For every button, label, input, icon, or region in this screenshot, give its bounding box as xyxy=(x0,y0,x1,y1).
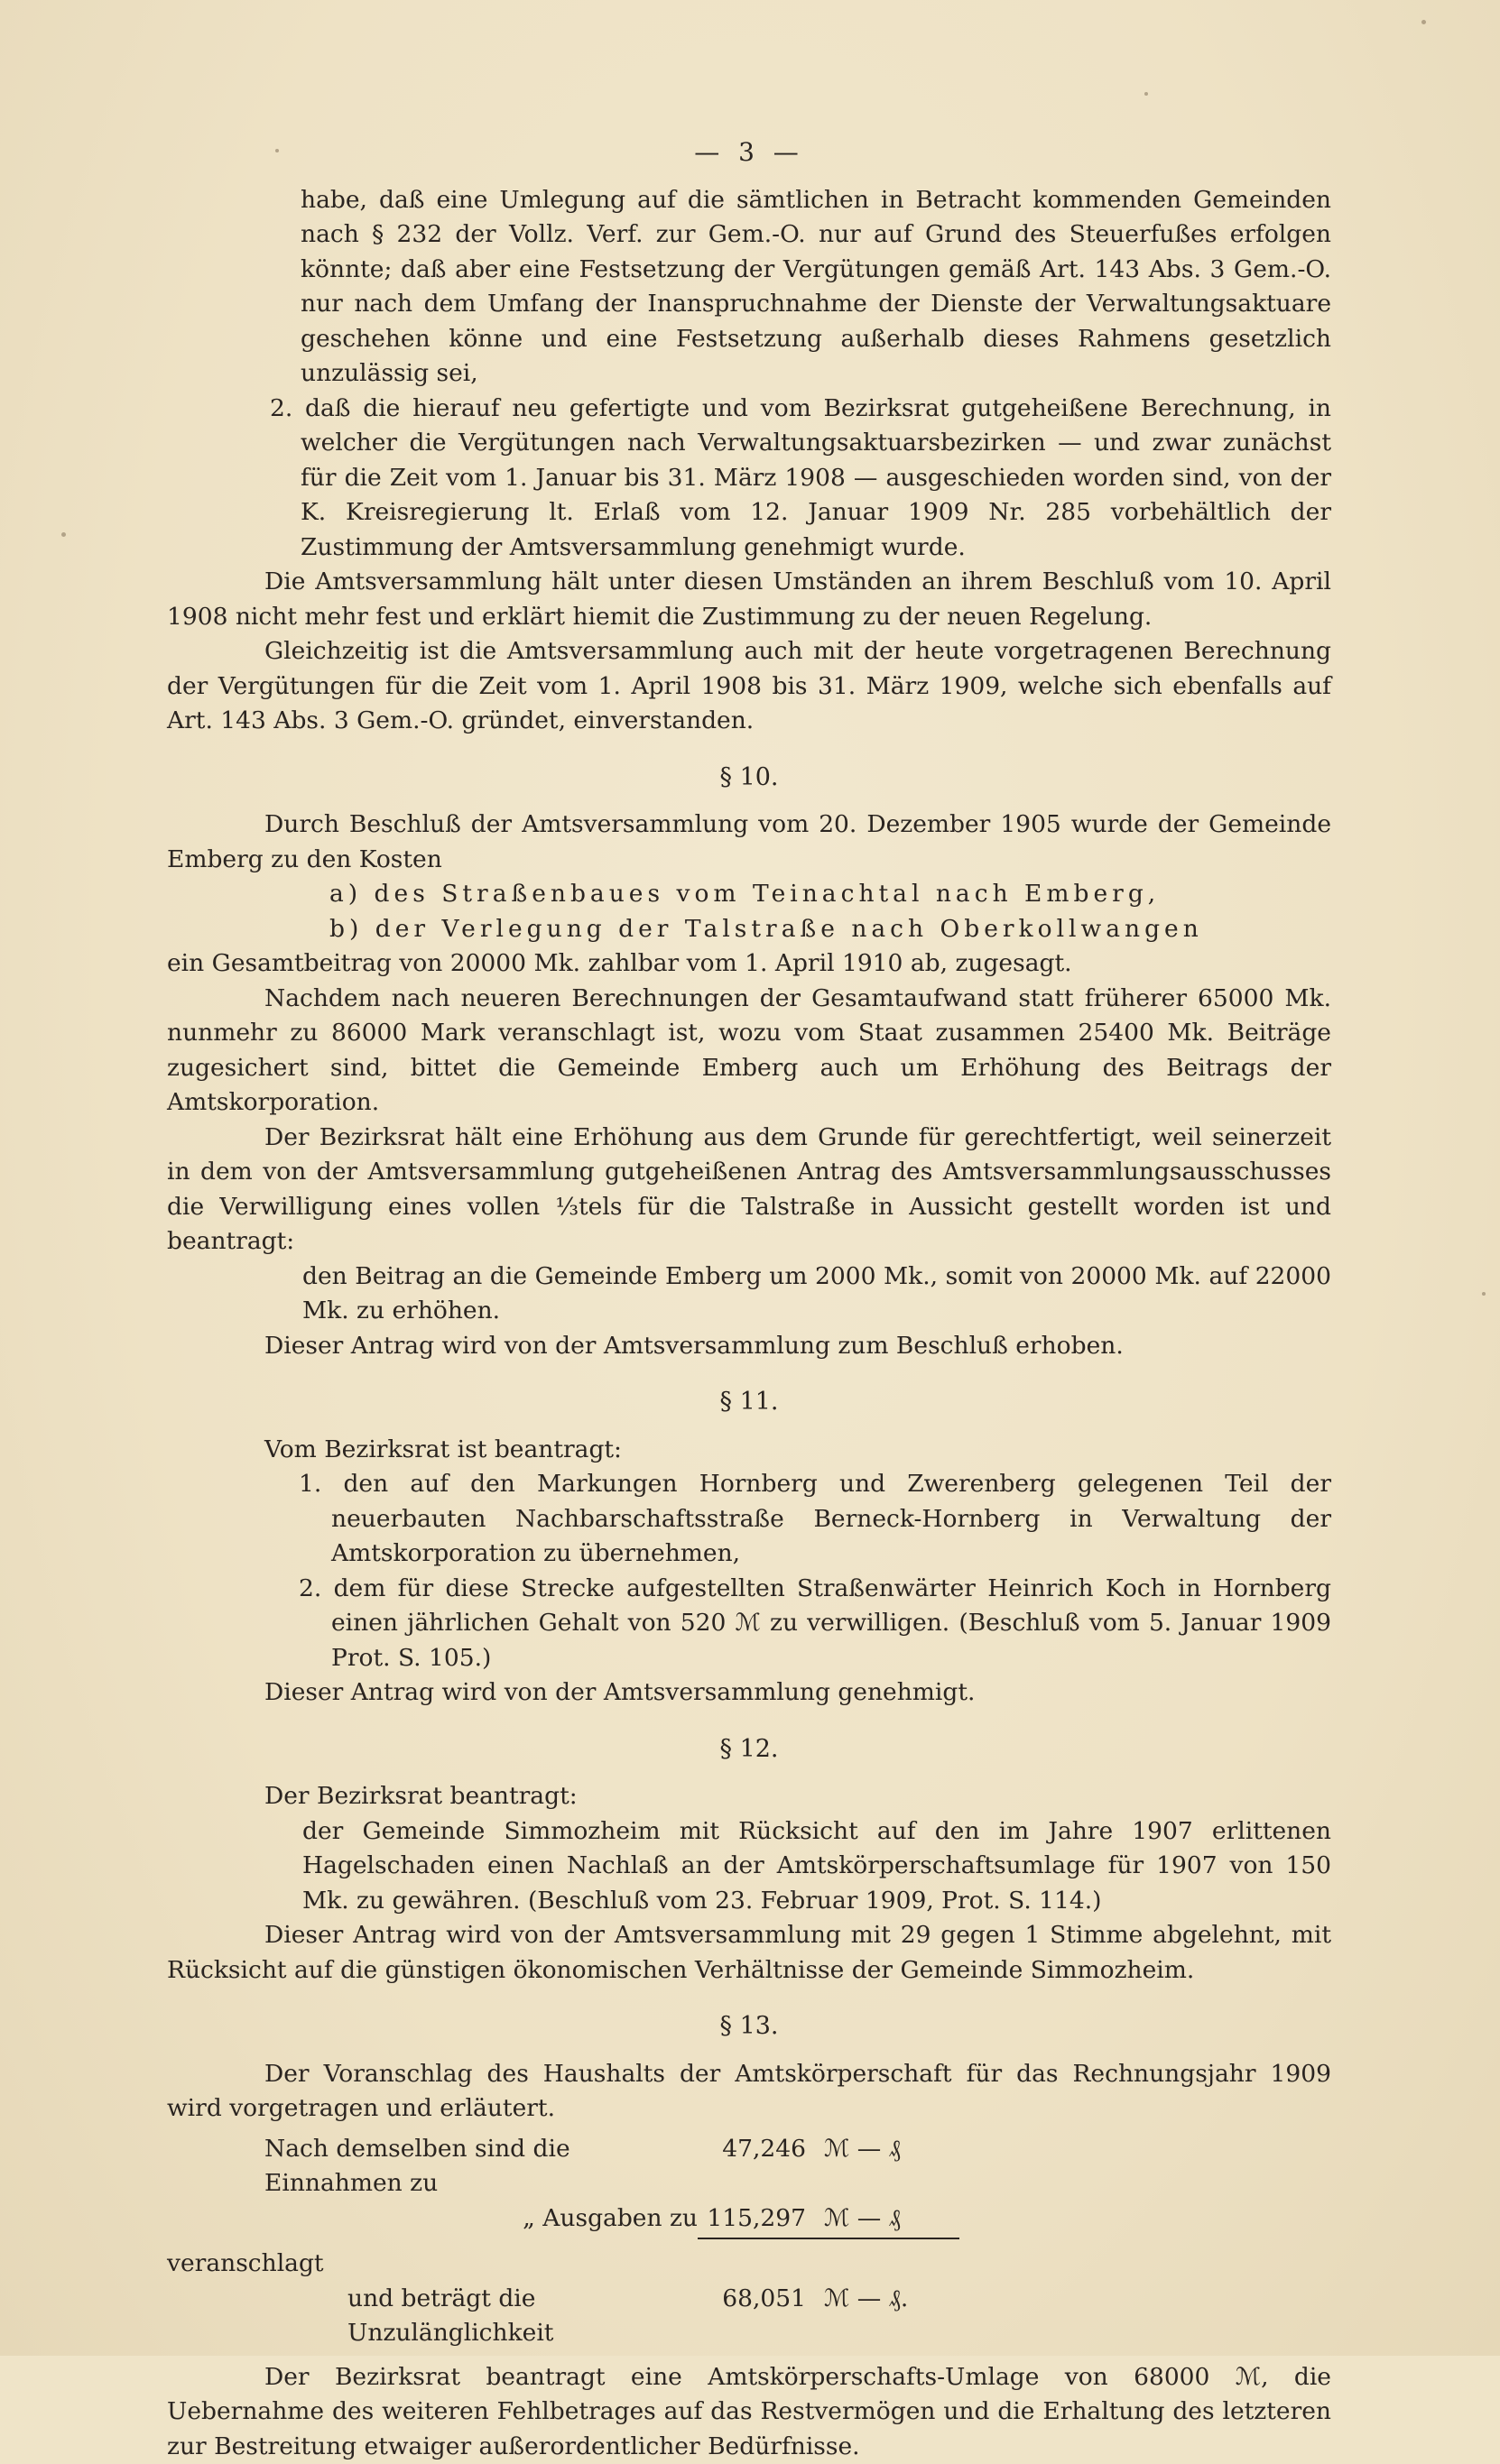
paragraph-decision: Die Amtsversammlung hält unter diesen Umständen an ihrem Beschluß vom 10. April 1908 nicht mehr fest und erklärt hiemit die Zustimmung zu der neuen Regelung. xyxy=(167,565,1331,634)
s11-paragraph-1: Vom Bezirksrat ist beantragt: xyxy=(167,1433,1331,1468)
section-heading-12: § 12. xyxy=(167,1732,1331,1767)
income-unit: ℳ — ₰ xyxy=(806,2132,959,2167)
s10-paragraph-3: Nachdem nach neueren Berechnungen der Gesamtaufwand statt früherer 65000 Mk. nunmehr zu 86000 Mark veranschlagt ist, wozu vom Staat zusammen 25400 Mk. Beiträge zugesichert sind, bittet die Gemeinde Emberg auch um Erhöhung des Beitrags der Amtskorporation. xyxy=(167,982,1331,1121)
s12-paragraph-3: Dieser Antrag wird von der Amtsversammlung mit 29 gegen 1 Stimme abgelehnt, mit Rücksicht auf die günstigen ökonomischen Verhältnisse der Gemeinde Simmozheim. xyxy=(167,1918,1331,1988)
deficit-unit: ℳ — ₰. xyxy=(806,2282,959,2317)
s11-item-1: 1. den auf den Markungen Hornberg und Zwerenberg gelegenen Teil der neuerbauten Nachbarschaftsstraße Berneck-Hornberg in Verwaltung der Amtskorporation zu übernehmen, xyxy=(167,1467,1331,1572)
s10-item-b: b) der Verlegung der Talstraße nach Oberkollwangen xyxy=(167,912,1331,947)
s12-paragraph-2: der Gemeinde Simmozheim mit Rücksicht auf den im Jahre 1907 erlittenen Hagelschaden einen Nachlaß an der Amtskörperschaftsumlage für 1907 von 150 Mk. zu gewähren. (Beschluß vom 23. Februar 1909, Prot. S. 114.) xyxy=(167,1814,1331,1919)
budget-row-deficit xyxy=(167,2282,1331,2351)
budget-row-income xyxy=(167,2132,1331,2201)
paper-speck xyxy=(61,532,66,537)
paragraph-agreement: Gleichzeitig ist die Amtsversammlung auch mit der heute vorgetragenen Berechnung der Vergütungen für die Zeit vom 1. April 1908 bis 31. März 1909, welche sich ebenfalls auf Art. 143 Abs. 3 Gem.-O. gründet, einverstanden. xyxy=(167,634,1331,739)
s11-paragraph-2: Dieser Antrag wird von der Amtsversammlung genehmigt. xyxy=(167,1675,1331,1711)
s10-item-a: a) des Straßenbaues vom Teinachtal nach Emberg, xyxy=(167,877,1331,912)
deficit-value: 68,051 xyxy=(698,2282,806,2317)
intro-paragraph: habe, daß eine Umlegung auf die sämtlichen in Betracht kommenden Gemeinden nach § 232 der Vollz. Verf. zur Gem.-O. nur auf Grund des Steuerfußes erfolgen könnte; daß aber eine Festsetzung der Vergütungen gemäß Art. 143 Abs. 3 Gem.-O. nur nach dem Umfang der Inanspruchnahme der Dienste der Verwaltungsaktuare geschehen könne und eine Festsetzung außerhalb dieses Rahmens gesetzlich unzulässig sei, xyxy=(167,183,1331,392)
s11-item-2: 2. dem für diese Strecke aufgestellten Straßenwärter Heinrich Koch in Hornberg einen jährlichen Gehalt von 520 ℳ zu verwilligen. (Beschluß vom 5. Januar 1909 Prot. S. 105.) xyxy=(167,1572,1331,1676)
section-heading-10: § 10. xyxy=(167,761,1331,796)
paper-speck xyxy=(1144,92,1148,96)
income-label: Nach demselben sind die Einnahmen zu xyxy=(264,2132,698,2201)
expenses-value: 115,297 xyxy=(698,2201,806,2237)
s13-paragraph-1: Der Voranschlag des Haushalts der Amtskörperschaft für das Rechnungsjahr 1909 wird vorgetragen und erläutert. xyxy=(167,2057,1331,2127)
s10-paragraph-1: Durch Beschluß der Amtsversammlung vom 20. Dezember 1905 wurde der Gemeinde Emberg zu den Kosten xyxy=(167,807,1331,877)
section-heading-13: § 13. xyxy=(167,2009,1331,2044)
s10-paragraph-5: den Beitrag an die Gemeinde Emberg um 2000 Mk., somit von 20000 Mk. auf 22000 Mk. zu erhöhen. xyxy=(167,1260,1331,1329)
paper-speck xyxy=(1421,20,1426,24)
page-number: — 3 — xyxy=(167,135,1331,171)
s10-paragraph-6: Dieser Antrag wird von der Amtsversammlung zum Beschluß erhoben. xyxy=(167,1329,1331,1364)
paper-speck xyxy=(1482,1292,1486,1296)
page-body xyxy=(167,135,1331,2464)
list-item-2: 2. daß die hierauf neu gefertigte und vom Bezirksrat gutgeheißene Berechnung, in welcher die Vergütungen nach Verwaltungsaktuarsbezirken — und zwar zunächst für die Zeit vom 1. Januar bis 31. März 1908 — ausgeschieden worden sind, von der K. Kreisregierung lt. Erlaß vom 12. Januar 1909 Nr. 285 vorbehältlich der Zustimmung der Amtsversammlung genehmigt wurde. xyxy=(167,392,1331,566)
deficit-label: und beträgt die Unzulänglichkeit xyxy=(347,2282,698,2351)
s12-paragraph-1: Der Bezirksrat beantragt: xyxy=(167,1779,1331,1814)
s10-paragraph-4: Der Bezirksrat hält eine Erhöhung aus dem Grunde für gerechtfertigt, weil seinerzeit in dem von der Amtsversammlung gutgeheißenen Antrag des Amtsversammlungsausschusses die Verwilligung eines vollen ⅓tels für die Talstraße in Aussicht gestellt worden ist und beantragt: xyxy=(167,1121,1331,1260)
veranschlagt-label: veranschlagt xyxy=(167,2247,1331,2282)
budget-row-expenses xyxy=(167,2201,1331,2240)
expenses-unit: ℳ — ₰ xyxy=(806,2201,959,2237)
s10-paragraph-2: ein Gesamtbeitrag von 20000 Mk. zahlbar vom 1. April 1910 ab, zugesagt. xyxy=(167,946,1331,982)
expenses-underlined xyxy=(698,2201,959,2240)
s13-paragraph-2: Der Bezirksrat beantragt eine Amtskörperschafts-Umlage von 68000 ℳ, die Uebernahme des weiteren Fehlbetrages auf das Restvermögen und die Erhaltung des letzteren zur Bestreitung etwaiger außerordentlicher Bedürfnisse. xyxy=(167,2360,1331,2464)
expenses-label: „ Ausgaben zu xyxy=(264,2201,698,2237)
income-value: 47,246 xyxy=(698,2132,806,2167)
section-heading-11: § 11. xyxy=(167,1385,1331,1420)
